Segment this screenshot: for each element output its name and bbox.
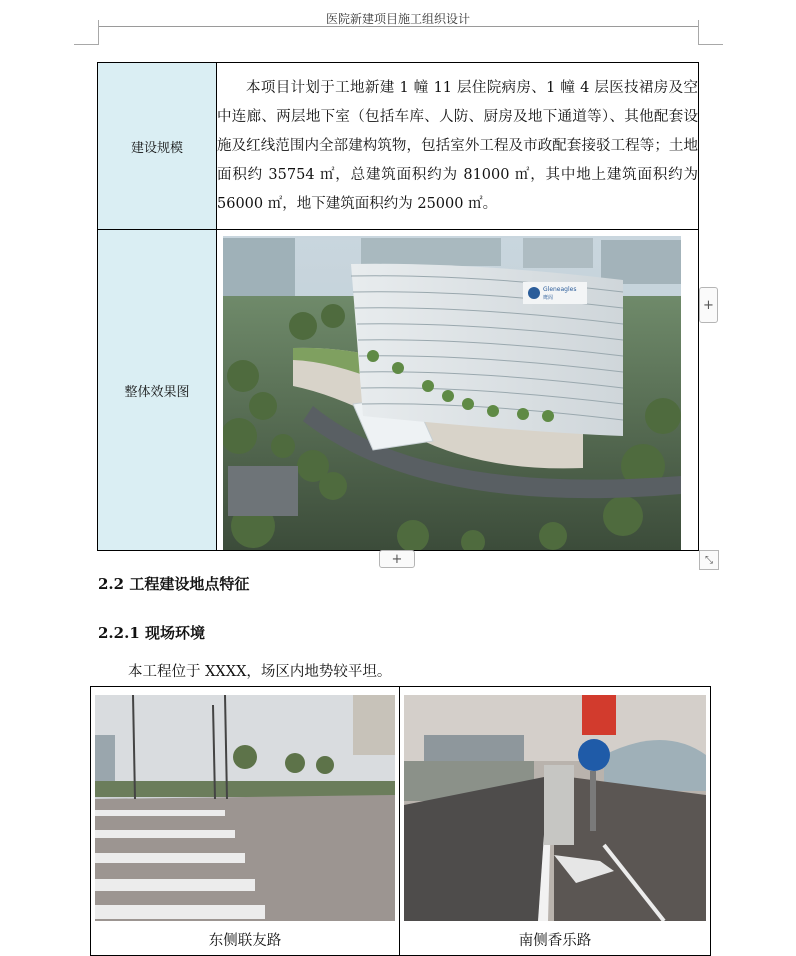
photo-cell-east [91,687,400,956]
photo-caption-east: 东侧联友路 [208,933,282,949]
page-header-title: 医院新建项目施工组织设计 [325,12,470,26]
south-road-photo[interactable] [404,695,706,921]
east-road-photo[interactable] [95,695,395,921]
header-rule [98,26,698,27]
add-column-button[interactable]: + [699,287,718,323]
photo-cell-south [400,687,711,956]
svg-text:鹰阁: 鹰阁 [543,294,554,301]
label-overall-rendering: 整体效果图 [98,230,217,551]
project-info-table [97,62,699,551]
svg-text:Gleneagles: Gleneagles [543,285,577,293]
section-heading: 2.2 工程建设地点特征 [98,575,250,593]
add-row-button[interactable]: + [379,550,415,568]
table-row [91,687,711,956]
margin-corner-top-left [74,20,99,45]
table-resize-handle-icon[interactable]: ⤡ [699,550,719,570]
label-construction-scale: 建设规模 [98,63,217,230]
table-row [98,230,699,551]
margin-corner-top-right [698,20,723,45]
site-photos-table [90,686,711,956]
rendering-cell [217,230,699,551]
hospital-rendering-image[interactable] [223,236,681,550]
site-description-paragraph: 本工程位于 XXXX，场区内地势较平坦。 [128,664,392,680]
construction-scale-text[interactable]: 本项目计划于工地新建 1 幢 11 层住院病房、1 幢 4 层医技裙房及空中连廊、两层地下室（包括车库、人防、厨房及地下通道等）、其他配套设施及红线范围内全部建构筑物，包括室外工程及市政配套接驳工程等；土地面积约 35754 ㎡，总建筑面积约为 81000 ㎡，其中地上建筑面积约为 56000 ㎡，地下建筑面积约为 25000 ㎡。 [217,63,699,230]
table-row [98,63,699,230]
photo-caption-south: 南侧香乐路 [518,933,592,949]
subsection-heading: 2.2.1 现场环境 [98,624,205,642]
